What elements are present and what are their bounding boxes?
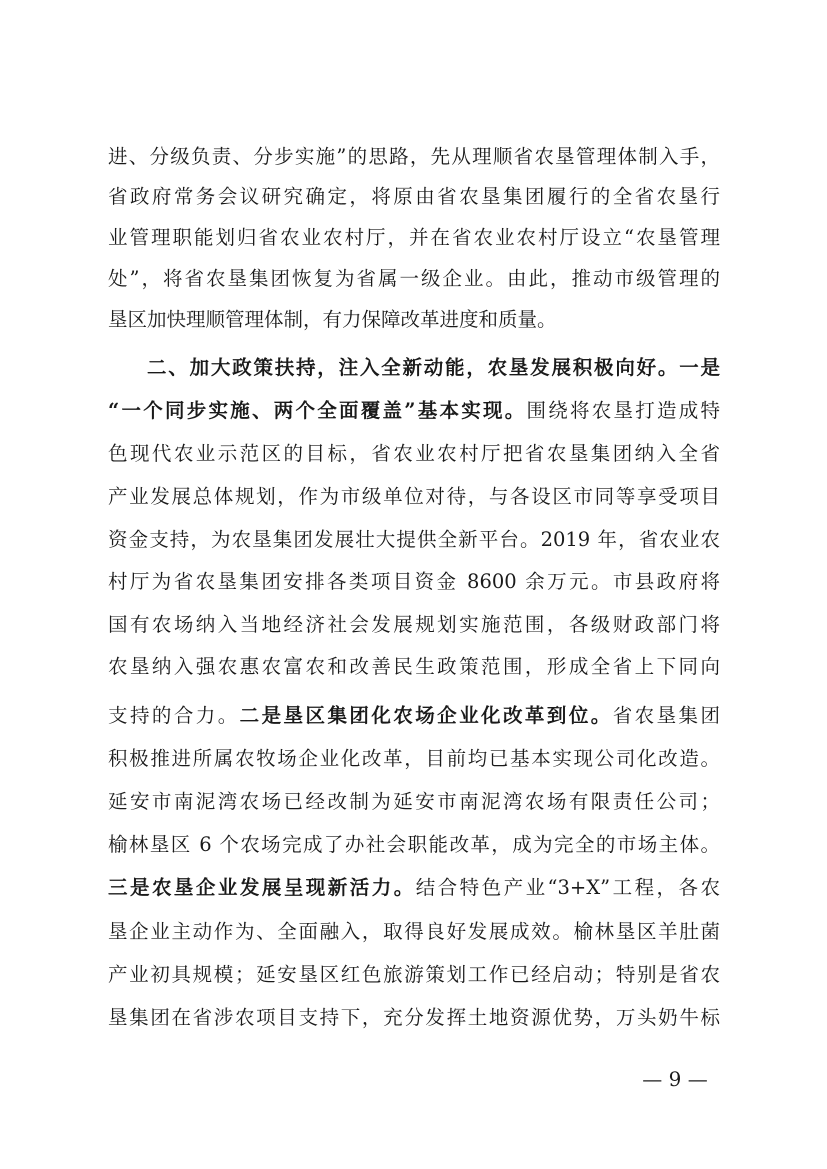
text-line: 三是农垦企业发展呈现新活力。结合特色产业“3+X”工程，各农 <box>108 876 721 899</box>
text-line: 产业发展总体规划，作为市级单位对待，与各设区市同等享受项目 <box>108 485 720 508</box>
text-line: 支持的合力。二是垦区集团化农场企业化改革到位。省农垦集团 <box>108 704 720 727</box>
text-line: “一个同步实施、两个全面覆盖”基本实现。围绕将农垦打造成特 <box>108 399 720 422</box>
text-line: 产业初具规模；延安垦区红色旅游策划工作已经启动；特别是省农 <box>108 963 720 986</box>
text-line: 榆林垦区 6 个农场完成了办社会职能改革，成为完全的市场主体。 <box>108 833 720 856</box>
text-line: 国有农场纳入当地经济社会发展规划实施范围，各级财政部门将 <box>108 613 720 636</box>
text-line: 垦集团在省涉农项目支持下，充分发挥土地资源优势，万头奶牛标 <box>108 1006 720 1029</box>
text-line: 垦区加快理顺管理体制，有力保障改革进度和质量。 <box>108 308 557 331</box>
text-line: 积极推进所属农牧场企业化改革，目前均已基本实现公司化改造。 <box>108 747 720 770</box>
text-line: 延安市南泥湾农场已经改制为延安市南泥湾农场有限责任公司； <box>108 790 720 813</box>
page-number: — 9 — <box>642 1067 708 1091</box>
text-line: 村厅为省农垦集团安排各类项目资金 8600 余万元。市县政府将 <box>108 570 720 593</box>
section-heading-line: 二、加大政策扶持，注入全新动能，农垦发展积极向好。一是 <box>147 356 720 379</box>
text-line: 进、分级负责、分步实施”的思路，先从理顺省农垦管理体制入手， <box>108 145 720 168</box>
text-line: 色现代农业示范区的目标，省农业农村厅把省农垦集团纳入全省 <box>108 442 720 465</box>
text-line: 处”，将省农垦集团恢复为省属一级企业。由此，推动市级管理的 <box>108 267 720 290</box>
text-line: 业管理职能划归省农业农村厅，并在省农业农村厅设立“农垦管理 <box>108 226 720 249</box>
text-line: 农垦纳入强农惠农富农和改善民生政策范围，形成全省上下同向 <box>108 655 720 678</box>
text-line: 垦企业主动作为、全面融入，取得良好发展成效。榆林垦区羊肚菌 <box>108 920 720 943</box>
text-line: 省政府常务会议研究确定，将原由省农垦集团履行的全省农垦行 <box>108 185 720 208</box>
text-line: 资金支持，为农垦集团发展壮大提供全新平台。2019 年，省农业农 <box>108 528 720 551</box>
